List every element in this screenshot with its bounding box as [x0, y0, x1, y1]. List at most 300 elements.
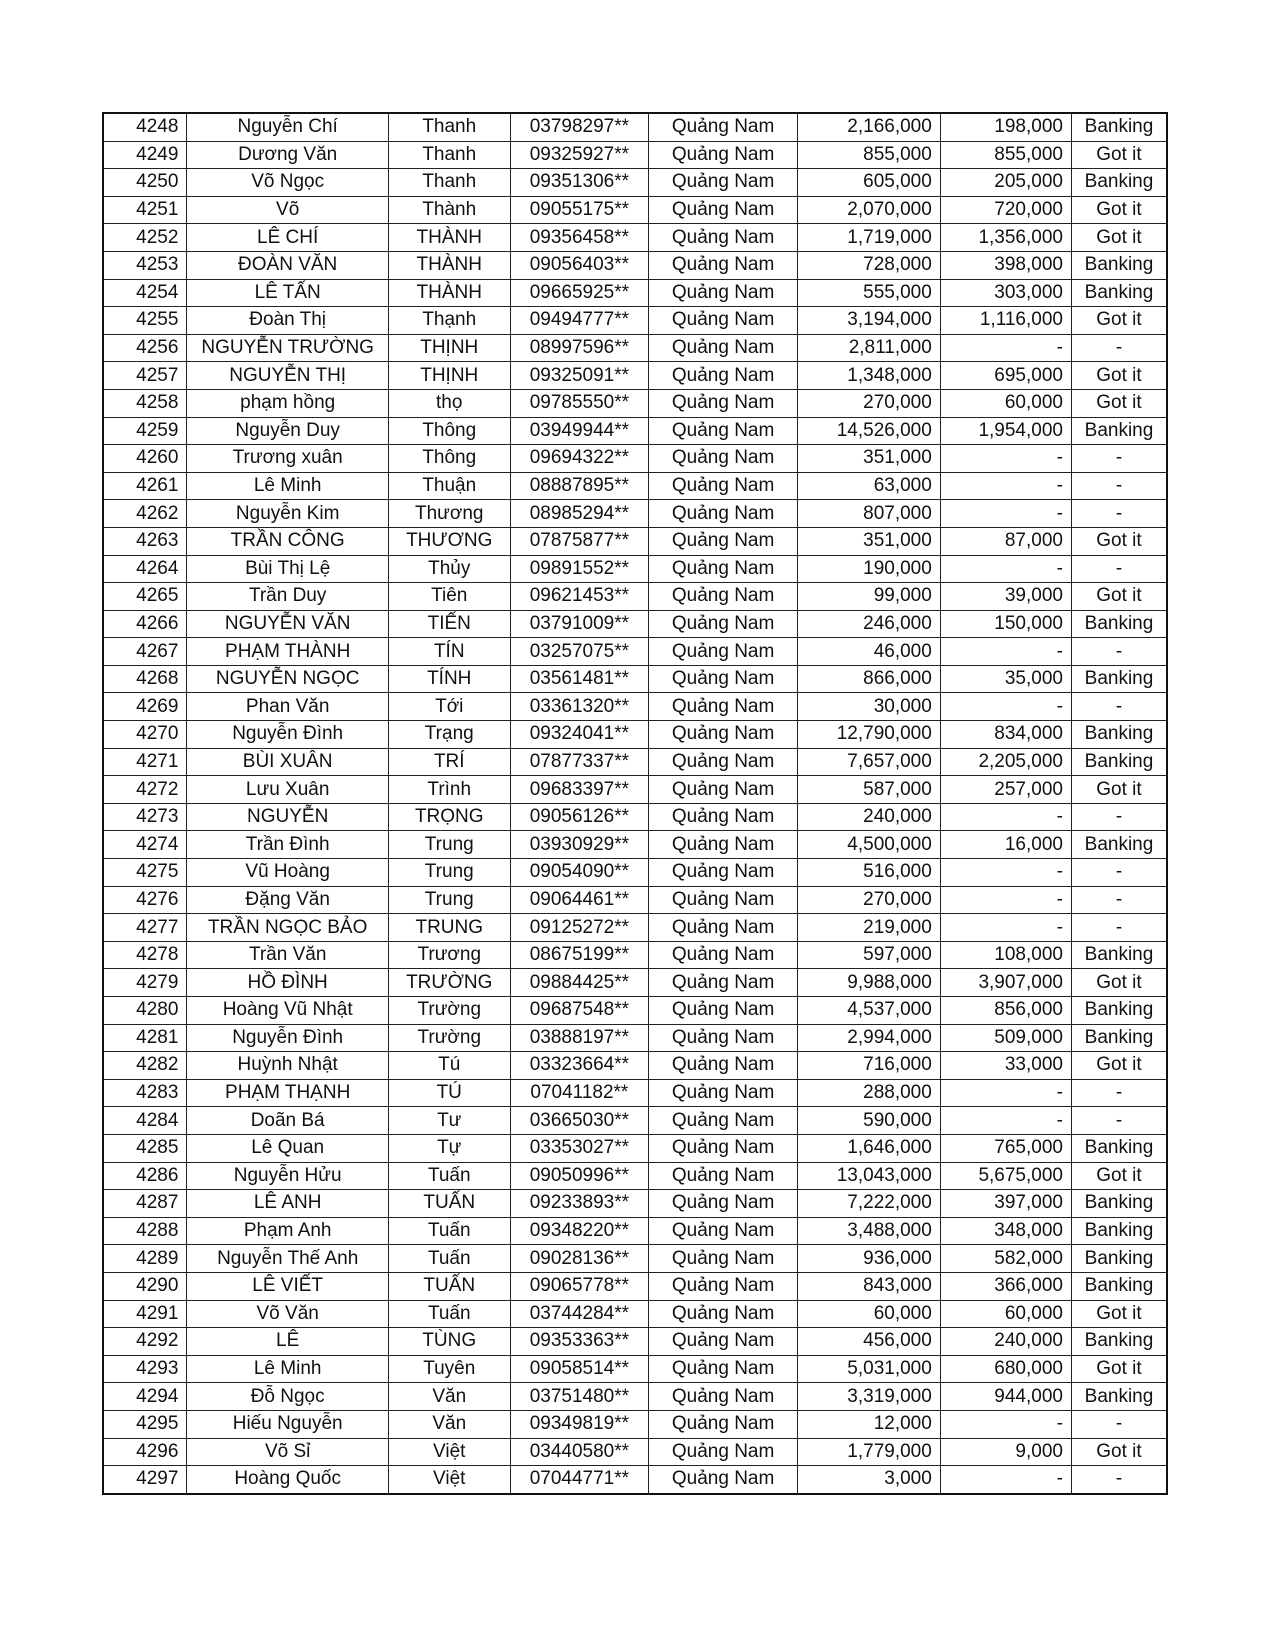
- table-row: [103, 1300, 1167, 1328]
- province-cell: Quảng Nam: [649, 113, 798, 141]
- table-row: [103, 776, 1167, 804]
- province-cell: Quảng Nam: [649, 831, 798, 859]
- family-middle-name-cell: LÊ VIẾT: [187, 1272, 388, 1300]
- table-row: [103, 914, 1167, 942]
- province-cell: Quảng Nam: [649, 1300, 798, 1328]
- given-name-cell: THÀNH: [388, 251, 510, 279]
- row-number-cell: 4272: [103, 776, 187, 804]
- payment-status-cell: Banking: [1071, 279, 1167, 307]
- family-middle-name-cell: BÙI XUÂN: [187, 748, 388, 776]
- row-number-cell: 4250: [103, 169, 187, 197]
- family-middle-name-cell: NGUYỄN TRƯỜNG: [187, 334, 388, 362]
- phone-number-cell: 03744284**: [510, 1300, 649, 1328]
- total-amount-cell: 219,000: [798, 914, 941, 942]
- province-cell: Quảng Nam: [649, 914, 798, 942]
- table-row: [103, 969, 1167, 997]
- payment-status-cell: -: [1071, 445, 1167, 473]
- province-cell: Quảng Nam: [649, 169, 798, 197]
- given-name-cell: Tuyên: [388, 1355, 510, 1383]
- given-name-cell: TUẤN: [388, 1190, 510, 1218]
- table-row: [103, 169, 1167, 197]
- province-cell: Quảng Nam: [649, 1383, 798, 1411]
- row-number-cell: 4284: [103, 1107, 187, 1135]
- phone-number-cell: 09064461**: [510, 886, 649, 914]
- paid-amount-cell: -: [940, 859, 1071, 887]
- total-amount-cell: 516,000: [798, 859, 941, 887]
- row-number-cell: 4259: [103, 417, 187, 445]
- payment-status-cell: Banking: [1071, 997, 1167, 1025]
- paid-amount-cell: -: [940, 472, 1071, 500]
- given-name-cell: Thanh: [388, 169, 510, 197]
- table-row: [103, 527, 1167, 555]
- table-row: [103, 224, 1167, 252]
- payment-status-cell: -: [1071, 1079, 1167, 1107]
- province-cell: Quảng Nam: [649, 334, 798, 362]
- family-middle-name-cell: Nguyễn Chí: [187, 113, 388, 141]
- payment-status-cell: Got it: [1071, 969, 1167, 997]
- table-row: [103, 748, 1167, 776]
- row-number-cell: 4289: [103, 1245, 187, 1273]
- table-row: [103, 886, 1167, 914]
- total-amount-cell: 5,031,000: [798, 1355, 941, 1383]
- family-middle-name-cell: Trần Duy: [187, 583, 388, 611]
- paid-amount-cell: -: [940, 555, 1071, 583]
- family-middle-name-cell: ĐOÀN VĂN: [187, 251, 388, 279]
- table-row: [103, 307, 1167, 335]
- payment-status-cell: Banking: [1071, 721, 1167, 749]
- family-middle-name-cell: LÊ TẤN: [187, 279, 388, 307]
- phone-number-cell: 09348220**: [510, 1217, 649, 1245]
- paid-amount-cell: 5,675,000: [940, 1162, 1071, 1190]
- province-cell: Quảng Nam: [649, 251, 798, 279]
- paid-amount-cell: -: [940, 1466, 1071, 1494]
- family-middle-name-cell: Dương Văn: [187, 141, 388, 169]
- given-name-cell: Thương: [388, 500, 510, 528]
- total-amount-cell: 63,000: [798, 472, 941, 500]
- table-row: [103, 831, 1167, 859]
- province-cell: Quảng Nam: [649, 941, 798, 969]
- table-row: [103, 1245, 1167, 1273]
- total-amount-cell: 351,000: [798, 445, 941, 473]
- paid-amount-cell: 16,000: [940, 831, 1071, 859]
- row-number-cell: 4297: [103, 1466, 187, 1494]
- row-number-cell: 4248: [103, 113, 187, 141]
- table-row: [103, 1079, 1167, 1107]
- province-cell: Quảng Nam: [649, 472, 798, 500]
- total-amount-cell: 30,000: [798, 693, 941, 721]
- paid-amount-cell: 765,000: [940, 1134, 1071, 1162]
- paid-amount-cell: 35,000: [940, 665, 1071, 693]
- payment-status-cell: Got it: [1071, 389, 1167, 417]
- paid-amount-cell: 198,000: [940, 113, 1071, 141]
- total-amount-cell: 3,194,000: [798, 307, 941, 335]
- total-amount-cell: 246,000: [798, 610, 941, 638]
- paid-amount-cell: 9,000: [940, 1438, 1071, 1466]
- given-name-cell: Trung: [388, 886, 510, 914]
- given-name-cell: TRÍ: [388, 748, 510, 776]
- table-row: [103, 1162, 1167, 1190]
- phone-number-cell: 09694322**: [510, 445, 649, 473]
- table-row: [103, 1107, 1167, 1135]
- total-amount-cell: 866,000: [798, 665, 941, 693]
- given-name-cell: Việt: [388, 1438, 510, 1466]
- phone-number-cell: 09891552**: [510, 555, 649, 583]
- province-cell: Quảng Nam: [649, 886, 798, 914]
- payment-status-cell: Banking: [1071, 113, 1167, 141]
- total-amount-cell: 4,537,000: [798, 997, 941, 1025]
- given-name-cell: Trung: [388, 859, 510, 887]
- row-number-cell: 4288: [103, 1217, 187, 1245]
- payment-status-cell: -: [1071, 1107, 1167, 1135]
- family-middle-name-cell: Trần Đình: [187, 831, 388, 859]
- phone-number-cell: 03930929**: [510, 831, 649, 859]
- family-middle-name-cell: TRẦN NGỌC BẢO: [187, 914, 388, 942]
- payment-status-cell: Got it: [1071, 224, 1167, 252]
- total-amount-cell: 46,000: [798, 638, 941, 666]
- province-cell: Quảng Nam: [649, 1107, 798, 1135]
- row-number-cell: 4258: [103, 389, 187, 417]
- row-number-cell: 4268: [103, 665, 187, 693]
- payment-status-cell: Banking: [1071, 251, 1167, 279]
- phone-number-cell: 03949944**: [510, 417, 649, 445]
- payment-status-cell: Banking: [1071, 1190, 1167, 1218]
- table-row: [103, 1024, 1167, 1052]
- paid-amount-cell: 150,000: [940, 610, 1071, 638]
- family-middle-name-cell: Lê Minh: [187, 1355, 388, 1383]
- given-name-cell: Văn: [388, 1383, 510, 1411]
- payment-status-cell: -: [1071, 1466, 1167, 1494]
- paid-amount-cell: 582,000: [940, 1245, 1071, 1273]
- payment-status-cell: Banking: [1071, 610, 1167, 638]
- family-middle-name-cell: Nguyễn Đình: [187, 1024, 388, 1052]
- payment-status-cell: Banking: [1071, 1217, 1167, 1245]
- family-middle-name-cell: Võ Sỉ: [187, 1438, 388, 1466]
- total-amount-cell: 590,000: [798, 1107, 941, 1135]
- total-amount-cell: 843,000: [798, 1272, 941, 1300]
- recipient-table: [102, 112, 1168, 1495]
- paid-amount-cell: 257,000: [940, 776, 1071, 804]
- province-cell: Quảng Nam: [649, 997, 798, 1025]
- total-amount-cell: 2,994,000: [798, 1024, 941, 1052]
- given-name-cell: Tiên: [388, 583, 510, 611]
- paid-amount-cell: 397,000: [940, 1190, 1071, 1218]
- total-amount-cell: 270,000: [798, 389, 941, 417]
- total-amount-cell: 288,000: [798, 1079, 941, 1107]
- paid-amount-cell: 366,000: [940, 1272, 1071, 1300]
- total-amount-cell: 1,348,000: [798, 362, 941, 390]
- family-middle-name-cell: Doãn Bá: [187, 1107, 388, 1135]
- table-row: [103, 1328, 1167, 1356]
- phone-number-cell: 03561481**: [510, 665, 649, 693]
- phone-number-cell: 09028136**: [510, 1245, 649, 1273]
- family-middle-name-cell: Vũ Hoàng: [187, 859, 388, 887]
- total-amount-cell: 1,646,000: [798, 1134, 941, 1162]
- table-row: [103, 583, 1167, 611]
- paid-amount-cell: -: [940, 886, 1071, 914]
- table-row: [103, 1272, 1167, 1300]
- given-name-cell: Văn: [388, 1410, 510, 1438]
- phone-number-cell: 09353363**: [510, 1328, 649, 1356]
- row-number-cell: 4263: [103, 527, 187, 555]
- family-middle-name-cell: Phan Văn: [187, 693, 388, 721]
- given-name-cell: THÀNH: [388, 224, 510, 252]
- table-row: [103, 1410, 1167, 1438]
- row-number-cell: 4293: [103, 1355, 187, 1383]
- family-middle-name-cell: Phạm Anh: [187, 1217, 388, 1245]
- family-middle-name-cell: NGUYỄN VĂN: [187, 610, 388, 638]
- payment-status-cell: Banking: [1071, 941, 1167, 969]
- total-amount-cell: 1,779,000: [798, 1438, 941, 1466]
- row-number-cell: 4285: [103, 1134, 187, 1162]
- row-number-cell: 4261: [103, 472, 187, 500]
- row-number-cell: 4295: [103, 1410, 187, 1438]
- given-name-cell: Tư: [388, 1107, 510, 1135]
- phone-number-cell: 09325927**: [510, 141, 649, 169]
- given-name-cell: Trạng: [388, 721, 510, 749]
- total-amount-cell: 2,811,000: [798, 334, 941, 362]
- table-row: [103, 113, 1167, 141]
- table-row: [103, 362, 1167, 390]
- family-middle-name-cell: LÊ: [187, 1328, 388, 1356]
- total-amount-cell: 456,000: [798, 1328, 941, 1356]
- given-name-cell: TRỌNG: [388, 803, 510, 831]
- family-middle-name-cell: LÊ ANH: [187, 1190, 388, 1218]
- family-middle-name-cell: Lê Quan: [187, 1134, 388, 1162]
- paid-amount-cell: 1,954,000: [940, 417, 1071, 445]
- row-number-cell: 4266: [103, 610, 187, 638]
- given-name-cell: Trương: [388, 941, 510, 969]
- phone-number-cell: 09884425**: [510, 969, 649, 997]
- given-name-cell: THƯƠNG: [388, 527, 510, 555]
- table-row: [103, 251, 1167, 279]
- payment-status-cell: Banking: [1071, 665, 1167, 693]
- payment-status-cell: Got it: [1071, 583, 1167, 611]
- total-amount-cell: 605,000: [798, 169, 941, 197]
- payment-status-cell: Got it: [1071, 1438, 1167, 1466]
- total-amount-cell: 716,000: [798, 1052, 941, 1080]
- total-amount-cell: 587,000: [798, 776, 941, 804]
- phone-number-cell: 09056403**: [510, 251, 649, 279]
- row-number-cell: 4287: [103, 1190, 187, 1218]
- phone-number-cell: 03888197**: [510, 1024, 649, 1052]
- payment-status-cell: Banking: [1071, 1328, 1167, 1356]
- family-middle-name-cell: Nguyễn Duy: [187, 417, 388, 445]
- family-middle-name-cell: PHẠM THẠNH: [187, 1079, 388, 1107]
- phone-number-cell: 03791009**: [510, 610, 649, 638]
- phone-number-cell: 09325091**: [510, 362, 649, 390]
- family-middle-name-cell: Võ Ngọc: [187, 169, 388, 197]
- total-amount-cell: 555,000: [798, 279, 941, 307]
- payment-status-cell: Got it: [1071, 141, 1167, 169]
- payment-status-cell: -: [1071, 638, 1167, 666]
- phone-number-cell: 03361320**: [510, 693, 649, 721]
- payment-status-cell: Banking: [1071, 1272, 1167, 1300]
- family-middle-name-cell: phạm hồng: [187, 389, 388, 417]
- family-middle-name-cell: Võ Văn: [187, 1300, 388, 1328]
- row-number-cell: 4292: [103, 1328, 187, 1356]
- phone-number-cell: 09356458**: [510, 224, 649, 252]
- row-number-cell: 4281: [103, 1024, 187, 1052]
- given-name-cell: TIẾN: [388, 610, 510, 638]
- table-row: [103, 1190, 1167, 1218]
- given-name-cell: Thông: [388, 445, 510, 473]
- row-number-cell: 4296: [103, 1438, 187, 1466]
- province-cell: Quảng Nam: [649, 389, 798, 417]
- paid-amount-cell: 303,000: [940, 279, 1071, 307]
- table-row: [103, 141, 1167, 169]
- given-name-cell: Thông: [388, 417, 510, 445]
- paid-amount-cell: 39,000: [940, 583, 1071, 611]
- province-cell: Quảng Nam: [649, 1410, 798, 1438]
- table-row: [103, 1383, 1167, 1411]
- row-number-cell: 4262: [103, 500, 187, 528]
- family-middle-name-cell: Nguyễn Thế Anh: [187, 1245, 388, 1273]
- table-row: [103, 472, 1167, 500]
- family-middle-name-cell: HỒ ĐÌNH: [187, 969, 388, 997]
- table-row: [103, 196, 1167, 224]
- province-cell: Quảng Nam: [649, 555, 798, 583]
- given-name-cell: Thanh: [388, 141, 510, 169]
- total-amount-cell: 597,000: [798, 941, 941, 969]
- paid-amount-cell: -: [940, 1079, 1071, 1107]
- total-amount-cell: 240,000: [798, 803, 941, 831]
- total-amount-cell: 270,000: [798, 886, 941, 914]
- table-row: [103, 1134, 1167, 1162]
- province-cell: Quảng Nam: [649, 1162, 798, 1190]
- given-name-cell: Thanh: [388, 113, 510, 141]
- family-middle-name-cell: Bùi Thị Lệ: [187, 555, 388, 583]
- province-cell: Quảng Nam: [649, 665, 798, 693]
- given-name-cell: TRUNG: [388, 914, 510, 942]
- total-amount-cell: 12,000: [798, 1410, 941, 1438]
- phone-number-cell: 09785550**: [510, 389, 649, 417]
- given-name-cell: Tự: [388, 1134, 510, 1162]
- row-number-cell: 4275: [103, 859, 187, 887]
- given-name-cell: Trường: [388, 1024, 510, 1052]
- row-number-cell: 4290: [103, 1272, 187, 1300]
- paid-amount-cell: 834,000: [940, 721, 1071, 749]
- total-amount-cell: 1,719,000: [798, 224, 941, 252]
- table-row: [103, 279, 1167, 307]
- payment-status-cell: Banking: [1071, 1245, 1167, 1273]
- paid-amount-cell: 108,000: [940, 941, 1071, 969]
- table-row: [103, 941, 1167, 969]
- row-number-cell: 4278: [103, 941, 187, 969]
- payment-status-cell: Banking: [1071, 831, 1167, 859]
- payment-status-cell: -: [1071, 859, 1167, 887]
- phone-number-cell: 09351306**: [510, 169, 649, 197]
- row-number-cell: 4264: [103, 555, 187, 583]
- total-amount-cell: 7,657,000: [798, 748, 941, 776]
- province-cell: Quảng Nam: [649, 803, 798, 831]
- phone-number-cell: 09125272**: [510, 914, 649, 942]
- phone-number-cell: 09621453**: [510, 583, 649, 611]
- province-cell: Quảng Nam: [649, 417, 798, 445]
- phone-number-cell: 03440580**: [510, 1438, 649, 1466]
- province-cell: Quảng Nam: [649, 500, 798, 528]
- total-amount-cell: 3,000: [798, 1466, 941, 1494]
- table-row: [103, 803, 1167, 831]
- province-cell: Quảng Nam: [649, 1079, 798, 1107]
- total-amount-cell: 936,000: [798, 1245, 941, 1273]
- payment-status-cell: Got it: [1071, 1162, 1167, 1190]
- phone-number-cell: 07041182**: [510, 1079, 649, 1107]
- phone-number-cell: 08985294**: [510, 500, 649, 528]
- payment-status-cell: -: [1071, 803, 1167, 831]
- payment-status-cell: -: [1071, 555, 1167, 583]
- province-cell: Quảng Nam: [649, 748, 798, 776]
- paid-amount-cell: 60,000: [940, 1300, 1071, 1328]
- total-amount-cell: 60,000: [798, 1300, 941, 1328]
- province-cell: Quảng Nam: [649, 196, 798, 224]
- phone-number-cell: 03751480**: [510, 1383, 649, 1411]
- row-number-cell: 4276: [103, 886, 187, 914]
- province-cell: Quảng Nam: [649, 1217, 798, 1245]
- row-number-cell: 4274: [103, 831, 187, 859]
- table-row: [103, 1052, 1167, 1080]
- phone-number-cell: 03665030**: [510, 1107, 649, 1135]
- province-cell: Quảng Nam: [649, 969, 798, 997]
- table-row: [103, 334, 1167, 362]
- family-middle-name-cell: Đỗ Ngọc: [187, 1383, 388, 1411]
- given-name-cell: TÍNH: [388, 665, 510, 693]
- paid-amount-cell: -: [940, 1107, 1071, 1135]
- family-middle-name-cell: Trần Văn: [187, 941, 388, 969]
- paid-amount-cell: 348,000: [940, 1217, 1071, 1245]
- phone-number-cell: 07875877**: [510, 527, 649, 555]
- total-amount-cell: 3,319,000: [798, 1383, 941, 1411]
- family-middle-name-cell: NGUYỄN THỊ: [187, 362, 388, 390]
- table-row: [103, 610, 1167, 638]
- family-middle-name-cell: PHẠM THÀNH: [187, 638, 388, 666]
- payment-status-cell: Got it: [1071, 776, 1167, 804]
- province-cell: Quảng Nam: [649, 1052, 798, 1080]
- phone-number-cell: 03323664**: [510, 1052, 649, 1080]
- table-row: [103, 417, 1167, 445]
- table-row: [103, 638, 1167, 666]
- given-name-cell: TUẤN: [388, 1272, 510, 1300]
- paid-amount-cell: 855,000: [940, 141, 1071, 169]
- province-cell: Quảng Nam: [649, 859, 798, 887]
- paid-amount-cell: 856,000: [940, 997, 1071, 1025]
- total-amount-cell: 190,000: [798, 555, 941, 583]
- row-number-cell: 4279: [103, 969, 187, 997]
- row-number-cell: 4270: [103, 721, 187, 749]
- table-row: [103, 1355, 1167, 1383]
- phone-number-cell: 09056126**: [510, 803, 649, 831]
- phone-number-cell: 08887895**: [510, 472, 649, 500]
- province-cell: Quảng Nam: [649, 1466, 798, 1494]
- phone-number-cell: 08997596**: [510, 334, 649, 362]
- paid-amount-cell: -: [940, 693, 1071, 721]
- phone-number-cell: 08675199**: [510, 941, 649, 969]
- family-middle-name-cell: Trương xuân: [187, 445, 388, 473]
- row-number-cell: 4253: [103, 251, 187, 279]
- province-cell: Quảng Nam: [649, 693, 798, 721]
- paid-amount-cell: 720,000: [940, 196, 1071, 224]
- given-name-cell: Trung: [388, 831, 510, 859]
- total-amount-cell: 13,043,000: [798, 1162, 941, 1190]
- total-amount-cell: 728,000: [798, 251, 941, 279]
- phone-number-cell: 09349819**: [510, 1410, 649, 1438]
- paid-amount-cell: 398,000: [940, 251, 1071, 279]
- row-number-cell: 4260: [103, 445, 187, 473]
- province-cell: Quảng Nam: [649, 527, 798, 555]
- paid-amount-cell: 33,000: [940, 1052, 1071, 1080]
- given-name-cell: Thành: [388, 196, 510, 224]
- row-number-cell: 4286: [103, 1162, 187, 1190]
- given-name-cell: Tuấn: [388, 1300, 510, 1328]
